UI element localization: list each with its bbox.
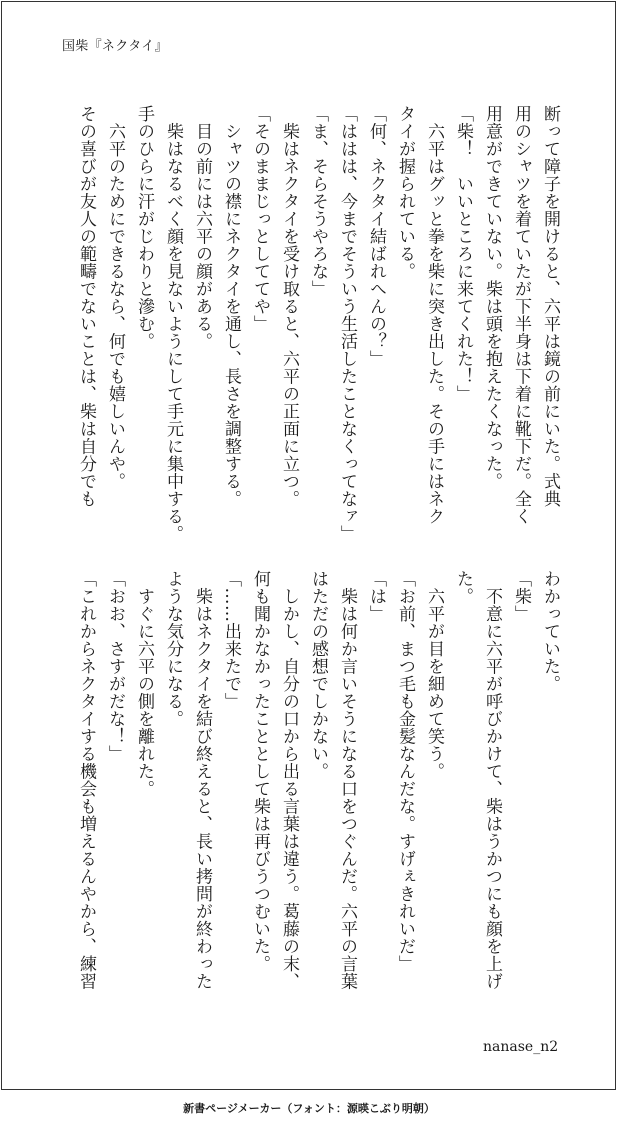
text-column: 「ははは、今までそういう生活したことなくってなァ」 bbox=[337, 105, 357, 543]
text-column: ような気分になる。 bbox=[163, 570, 183, 728]
author-handle: nanase_n2 bbox=[483, 1039, 559, 1055]
text-column: 柴は何か言いそうになる口をつぐんだ。六平の言葉 bbox=[337, 570, 357, 990]
text-column: しかし、自分の口から出る言葉は違う。葛藤の末、 bbox=[279, 570, 299, 990]
text-column: た。 bbox=[453, 570, 473, 605]
text-column: 用意ができていない。柴は頭を抱えたくなった。 bbox=[482, 105, 502, 490]
text-column: 六平のためにできるなら、何でも嬉しいんや。 bbox=[105, 105, 125, 490]
text-column: 六平が目を細めて笑う。 bbox=[424, 570, 444, 780]
page-header-title: 国柴『ネクタイ』 bbox=[62, 39, 168, 54]
text-column: シャツの襟にネクタイを通し、長さを調整する。 bbox=[221, 105, 241, 508]
text-column: すぐに六平の側を離れた。 bbox=[134, 570, 154, 798]
text-column: その喜びが友人の範疇でないことは、柴は自分でも bbox=[76, 105, 96, 508]
text-column: タイが握られている。 bbox=[395, 105, 415, 280]
text-column: 手のひらに汗がじわりと滲む。 bbox=[134, 105, 154, 350]
text-column: 目の前には六平の顔がある。 bbox=[192, 105, 212, 350]
page-maker-credit: 新書ページメーカー（フォント：源暎こぶり明朝） bbox=[183, 1102, 435, 1115]
text-column: 用のシャツを着ていたが下半身は下着に靴下だ。全く bbox=[511, 105, 531, 525]
text-column: 「柴」 bbox=[511, 570, 531, 623]
text-column: 「ま、そらそうやろな」 bbox=[308, 105, 328, 298]
book-page bbox=[1, 1, 616, 1090]
text-column: 不意に六平が呼びかけて、柴はうかつにも顔を上げ bbox=[482, 570, 502, 990]
text-column: はただの感想でしかない。 bbox=[308, 570, 328, 780]
text-column: 六平はグッと拳を柴に突き出した。その手にはネク bbox=[424, 105, 444, 525]
text-column: 「何、ネクタイ結ばれへんの？」 bbox=[366, 105, 386, 368]
text-column: 何も聞かなかったこととして柴は再びうつむいた。 bbox=[250, 570, 270, 973]
text-column: 「……出来たで」 bbox=[221, 570, 241, 710]
text-column: 「お前、まつ毛も金髪なんだな。すげぇきれいだ」 bbox=[395, 570, 415, 973]
text-block-lower bbox=[71, 570, 564, 1000]
text-column: 柴はなるべく顔を見ないようにして手元に集中する。 bbox=[163, 105, 183, 543]
text-column: 「これからネクタイする機会も増えるんやから、練習 bbox=[76, 570, 96, 990]
text-column: 柴はネクタイを受け取ると、六平の正面に立つ。 bbox=[279, 105, 299, 508]
text-column: 「おお、さすがだな！」 bbox=[105, 570, 125, 763]
text-column: わかっていた。 bbox=[540, 570, 560, 693]
text-column: 「は」 bbox=[366, 570, 386, 623]
text-column: 断って障子を開けると、六平は鏡の前にいた。式典 bbox=[540, 105, 560, 508]
text-column: 「柴！ いいところに来てくれた！」 bbox=[453, 105, 473, 403]
text-column: 「そのままじっとしててや」 bbox=[250, 105, 270, 333]
text-column: 柴はネクタイを結び終えると、長い拷問が終わった bbox=[192, 570, 212, 990]
text-block-upper bbox=[71, 105, 564, 543]
